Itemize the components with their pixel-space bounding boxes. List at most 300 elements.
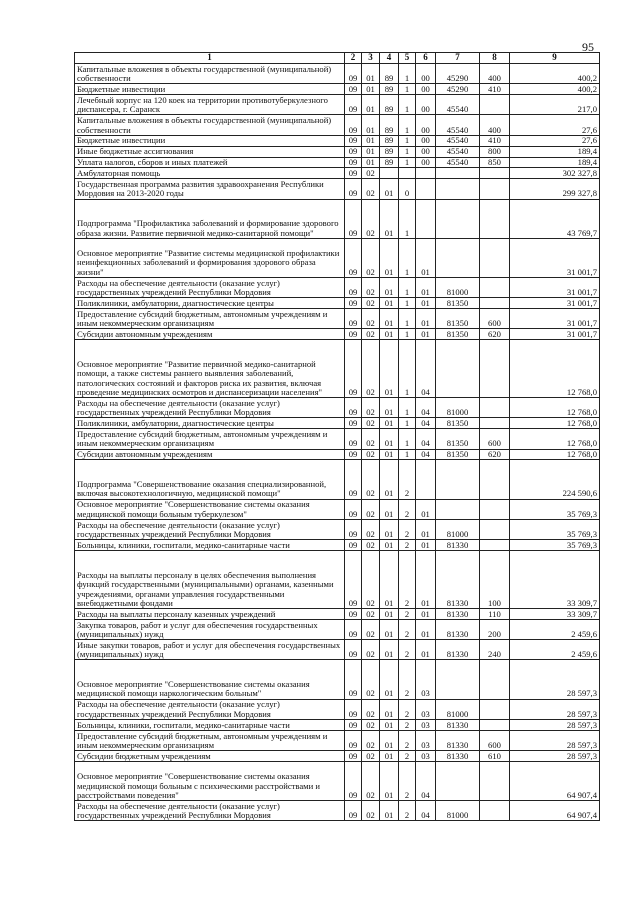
row-amount: 33 309,7 bbox=[510, 551, 600, 609]
code-direction: 81330 bbox=[436, 640, 480, 660]
row-name: Субсидии автономным учреждениям bbox=[75, 449, 345, 460]
code-subsection: 02 bbox=[362, 699, 380, 719]
row-name: Подпрограмма "Совершенствование оказания специализированной, включая высокотехнологичную, медицинской помощи" bbox=[75, 460, 345, 499]
code-program: 01 bbox=[380, 277, 399, 297]
code-subprogram: 1 bbox=[399, 64, 416, 84]
code-section: 09 bbox=[345, 800, 362, 820]
code-subsection: 02 bbox=[362, 179, 380, 199]
code-direction: 81350 bbox=[436, 298, 480, 309]
code-program: 01 bbox=[380, 329, 399, 340]
code-program: 01 bbox=[380, 460, 399, 499]
code-direction: 81330 bbox=[436, 751, 480, 762]
code-subprogram: 2 bbox=[399, 460, 416, 499]
row-name: Закупка товаров, работ и услуг для обеспечения государственных (муниципальных) нужд bbox=[75, 619, 345, 639]
table-row bbox=[75, 719, 600, 730]
code-expense-type: 610 bbox=[480, 751, 510, 762]
code-activity: 03 bbox=[416, 699, 436, 719]
table-row bbox=[75, 449, 600, 460]
code-activity: 01 bbox=[416, 608, 436, 619]
table-row bbox=[75, 329, 600, 340]
code-section: 09 bbox=[345, 398, 362, 418]
row-name: Поликлиники, амбулатории, диагностические центры bbox=[75, 418, 345, 429]
code-subprogram: 2 bbox=[399, 660, 416, 699]
row-name: Расходы на обеспечение деятельности (оказание услуг) государственных учреждений Республики Мордовия bbox=[75, 519, 345, 539]
row-amount: 27,6 bbox=[510, 115, 600, 135]
code-subsection: 01 bbox=[362, 115, 380, 135]
code-activity: 01 bbox=[416, 298, 436, 309]
code-program: 01 bbox=[380, 429, 399, 449]
code-subsection: 02 bbox=[362, 449, 380, 460]
code-direction: 81000 bbox=[436, 800, 480, 820]
code-expense-type bbox=[480, 761, 510, 800]
code-expense-type: 850 bbox=[480, 157, 510, 168]
row-amount: 35 769,3 bbox=[510, 499, 600, 519]
code-expense-type bbox=[480, 277, 510, 297]
row-name: Расходы на выплаты персоналу казенных учреждений bbox=[75, 608, 345, 619]
row-amount: 12 768,0 bbox=[510, 449, 600, 460]
code-subprogram: 1 bbox=[399, 95, 416, 115]
code-subsection: 02 bbox=[362, 168, 380, 179]
table-row bbox=[75, 398, 600, 418]
code-program: 01 bbox=[380, 608, 399, 619]
code-direction: 81330 bbox=[436, 608, 480, 619]
code-subsection: 02 bbox=[362, 429, 380, 449]
code-expense-type bbox=[480, 199, 510, 238]
code-program: 01 bbox=[380, 418, 399, 429]
row-amount: 31 001,7 bbox=[510, 238, 600, 277]
code-subprogram: 1 bbox=[399, 146, 416, 157]
header-cell: 2 bbox=[345, 53, 362, 64]
code-subsection: 02 bbox=[362, 800, 380, 820]
code-activity: 00 bbox=[416, 115, 436, 135]
code-expense-type: 620 bbox=[480, 449, 510, 460]
code-subsection: 02 bbox=[362, 761, 380, 800]
row-name: Бюджетные инвестиции bbox=[75, 84, 345, 95]
code-expense-type: 200 bbox=[480, 619, 510, 639]
code-activity: 04 bbox=[416, 449, 436, 460]
table-row bbox=[75, 418, 600, 429]
code-section: 09 bbox=[345, 449, 362, 460]
code-subsection: 02 bbox=[362, 298, 380, 309]
code-expense-type: 400 bbox=[480, 64, 510, 84]
code-subprogram: 2 bbox=[399, 619, 416, 639]
code-direction: 45290 bbox=[436, 64, 480, 84]
code-program: 01 bbox=[380, 660, 399, 699]
code-subprogram: 2 bbox=[399, 730, 416, 750]
code-activity: 04 bbox=[416, 398, 436, 418]
code-subprogram: 1 bbox=[399, 115, 416, 135]
code-section: 09 bbox=[345, 298, 362, 309]
row-name: Расходы на обеспечение деятельности (оказание услуг) государственных учреждений Республики Мордовия bbox=[75, 699, 345, 719]
code-subprogram: 2 bbox=[399, 519, 416, 539]
code-program: 01 bbox=[380, 340, 399, 398]
code-section: 09 bbox=[345, 519, 362, 539]
row-amount: 43 769,7 bbox=[510, 199, 600, 238]
code-subprogram: 2 bbox=[399, 699, 416, 719]
code-subprogram: 1 bbox=[399, 84, 416, 95]
code-activity bbox=[416, 199, 436, 238]
code-activity: 04 bbox=[416, 800, 436, 820]
code-section: 09 bbox=[345, 157, 362, 168]
code-subprogram bbox=[399, 168, 416, 179]
code-expense-type: 600 bbox=[480, 429, 510, 449]
code-direction: 81330 bbox=[436, 730, 480, 750]
code-activity: 03 bbox=[416, 719, 436, 730]
code-expense-type: 600 bbox=[480, 309, 510, 329]
row-name: Больницы, клиники, госпитали, медико-санитарные части bbox=[75, 719, 345, 730]
code-program bbox=[380, 168, 399, 179]
code-program: 01 bbox=[380, 640, 399, 660]
code-subprogram: 1 bbox=[399, 135, 416, 146]
code-subsection: 02 bbox=[362, 277, 380, 297]
code-activity: 01 bbox=[416, 540, 436, 551]
code-expense-type bbox=[480, 95, 510, 115]
code-expense-type: 410 bbox=[480, 135, 510, 146]
row-amount: 31 001,7 bbox=[510, 309, 600, 329]
code-expense-type bbox=[480, 340, 510, 398]
code-program: 01 bbox=[380, 179, 399, 199]
code-subprogram: 1 bbox=[399, 429, 416, 449]
code-direction bbox=[436, 499, 480, 519]
row-amount: 28 597,3 bbox=[510, 660, 600, 699]
row-name: Основное мероприятие "Совершенствование системы оказания медицинской помощи больным с психическими расстройствами и расстройствами поведения" bbox=[75, 761, 345, 800]
code-activity: 01 bbox=[416, 640, 436, 660]
table-row bbox=[75, 168, 600, 179]
code-direction: 81330 bbox=[436, 619, 480, 639]
code-activity: 00 bbox=[416, 95, 436, 115]
code-expense-type: 600 bbox=[480, 730, 510, 750]
code-subprogram: 2 bbox=[399, 751, 416, 762]
table-row bbox=[75, 84, 600, 95]
header-row bbox=[75, 53, 600, 64]
code-expense-type bbox=[480, 238, 510, 277]
row-name: Расходы на обеспечение деятельности (оказание услуг) государственных учреждений Республики Мордовия bbox=[75, 398, 345, 418]
code-program: 01 bbox=[380, 199, 399, 238]
code-expense-type: 800 bbox=[480, 146, 510, 157]
code-direction: 81350 bbox=[436, 429, 480, 449]
row-name: Поликлиники, амбулатории, диагностические центры bbox=[75, 298, 345, 309]
code-direction bbox=[436, 761, 480, 800]
code-activity: 00 bbox=[416, 146, 436, 157]
code-activity: 03 bbox=[416, 751, 436, 762]
row-amount: 28 597,3 bbox=[510, 719, 600, 730]
table-row bbox=[75, 135, 600, 146]
code-activity: 01 bbox=[416, 277, 436, 297]
code-section: 09 bbox=[345, 499, 362, 519]
code-expense-type: 240 bbox=[480, 640, 510, 660]
code-expense-type bbox=[480, 168, 510, 179]
code-subprogram: 2 bbox=[399, 551, 416, 609]
code-program: 01 bbox=[380, 551, 399, 609]
code-program: 01 bbox=[380, 398, 399, 418]
page-number: 95 bbox=[582, 40, 594, 54]
code-program: 01 bbox=[380, 449, 399, 460]
code-section: 09 bbox=[345, 340, 362, 398]
code-direction: 81330 bbox=[436, 551, 480, 609]
code-subsection: 02 bbox=[362, 608, 380, 619]
code-subprogram: 1 bbox=[399, 418, 416, 429]
code-activity: 04 bbox=[416, 761, 436, 800]
row-name: Амбулаторная помощь bbox=[75, 168, 345, 179]
row-amount: 28 597,3 bbox=[510, 699, 600, 719]
code-expense-type: 400 bbox=[480, 115, 510, 135]
table-row bbox=[75, 146, 600, 157]
row-name: Капитальные вложения в объекты государственной (муниципальной) собственности bbox=[75, 64, 345, 84]
code-direction: 81000 bbox=[436, 699, 480, 719]
code-section: 09 bbox=[345, 640, 362, 660]
row-amount: 33 309,7 bbox=[510, 608, 600, 619]
table-row bbox=[75, 551, 600, 609]
code-subsection: 01 bbox=[362, 95, 380, 115]
table-row bbox=[75, 298, 600, 309]
code-activity bbox=[416, 168, 436, 179]
row-amount: 400,2 bbox=[510, 64, 600, 84]
header-cell: 4 bbox=[380, 53, 399, 64]
row-amount: 12 768,0 bbox=[510, 398, 600, 418]
row-name: Предоставление субсидий бюджетным, автономным учреждениям и иным некоммерческим организациям bbox=[75, 730, 345, 750]
table-row bbox=[75, 761, 600, 800]
row-name: Основное мероприятие "Совершенствование системы оказания медицинской помощи наркологическим больным" bbox=[75, 660, 345, 699]
code-section: 09 bbox=[345, 168, 362, 179]
code-subsection: 02 bbox=[362, 398, 380, 418]
code-expense-type: 620 bbox=[480, 329, 510, 340]
code-subsection: 02 bbox=[362, 499, 380, 519]
code-program: 01 bbox=[380, 309, 399, 329]
header-cell: 7 bbox=[436, 53, 480, 64]
code-subsection: 02 bbox=[362, 540, 380, 551]
table-row bbox=[75, 660, 600, 699]
code-program: 89 bbox=[380, 157, 399, 168]
code-program: 89 bbox=[380, 64, 399, 84]
row-name: Капитальные вложения в объекты государственной (муниципальной) собственности bbox=[75, 115, 345, 135]
row-name: Предоставление субсидий бюджетным, автономным учреждениям и иным некоммерческим организациям bbox=[75, 429, 345, 449]
table-row bbox=[75, 460, 600, 499]
code-expense-type bbox=[480, 519, 510, 539]
table-row bbox=[75, 95, 600, 115]
code-subsection: 02 bbox=[362, 199, 380, 238]
code-direction: 81330 bbox=[436, 540, 480, 551]
row-amount: 400,2 bbox=[510, 84, 600, 95]
row-amount: 12 768,0 bbox=[510, 418, 600, 429]
code-subprogram: 1 bbox=[399, 398, 416, 418]
code-subsection: 02 bbox=[362, 238, 380, 277]
code-subprogram: 2 bbox=[399, 499, 416, 519]
code-subprogram: 1 bbox=[399, 340, 416, 398]
code-subsection: 02 bbox=[362, 619, 380, 639]
code-expense-type bbox=[480, 540, 510, 551]
code-section: 09 bbox=[345, 179, 362, 199]
table-row bbox=[75, 277, 600, 297]
row-amount: 27,6 bbox=[510, 135, 600, 146]
row-amount: 35 769,3 bbox=[510, 519, 600, 539]
table-row bbox=[75, 179, 600, 199]
code-section: 09 bbox=[345, 418, 362, 429]
code-program: 89 bbox=[380, 84, 399, 95]
code-direction: 45540 bbox=[436, 95, 480, 115]
code-expense-type bbox=[480, 660, 510, 699]
code-section: 09 bbox=[345, 551, 362, 609]
row-name: Предоставление субсидий бюджетным, автономным учреждениям и иным некоммерческим организациям bbox=[75, 309, 345, 329]
row-amount: 12 768,0 bbox=[510, 429, 600, 449]
code-subprogram: 1 bbox=[399, 329, 416, 340]
row-name: Основное мероприятие "Развитие первичной медико-санитарной помощи, а также системы раннего выявления заболеваний, патологических состояний и факторов риска их развития, включая проведение медицинских осмотров и диспансеризации населения" bbox=[75, 340, 345, 398]
row-amount: 189,4 bbox=[510, 146, 600, 157]
code-program: 01 bbox=[380, 519, 399, 539]
code-direction bbox=[436, 199, 480, 238]
row-name: Бюджетные инвестиции bbox=[75, 135, 345, 146]
row-name: Основное мероприятие "Совершенствование системы оказания медицинской помощи больным туберкулезом" bbox=[75, 499, 345, 519]
row-name: Субсидии бюджетным учреждениям bbox=[75, 751, 345, 762]
table-row bbox=[75, 608, 600, 619]
code-subsection: 01 bbox=[362, 157, 380, 168]
row-name: Уплата налогов, сборов и иных платежей bbox=[75, 157, 345, 168]
row-amount: 64 907,4 bbox=[510, 761, 600, 800]
code-expense-type: 100 bbox=[480, 551, 510, 609]
row-name: Основное мероприятие "Развитие системы медицинской профилактики неинфекционных заболеваний и формирования здорового образа жизни" bbox=[75, 238, 345, 277]
row-amount: 2 459,6 bbox=[510, 640, 600, 660]
row-name: Расходы на обеспечение деятельности (оказание услуг) государственных учреждений Республики Мордовия bbox=[75, 800, 345, 820]
code-direction bbox=[436, 340, 480, 398]
code-subsection: 02 bbox=[362, 418, 380, 429]
row-amount: 302 327,8 bbox=[510, 168, 600, 179]
code-activity: 00 bbox=[416, 135, 436, 146]
code-activity: 01 bbox=[416, 309, 436, 329]
code-section: 09 bbox=[345, 238, 362, 277]
code-section: 09 bbox=[345, 460, 362, 499]
code-section: 09 bbox=[345, 95, 362, 115]
code-program: 01 bbox=[380, 730, 399, 750]
code-program: 89 bbox=[380, 135, 399, 146]
table-row bbox=[75, 64, 600, 84]
row-amount: 28 597,3 bbox=[510, 751, 600, 762]
code-program: 01 bbox=[380, 761, 399, 800]
table-row bbox=[75, 519, 600, 539]
code-direction: 81350 bbox=[436, 309, 480, 329]
code-activity bbox=[416, 179, 436, 199]
code-expense-type bbox=[480, 499, 510, 519]
code-activity: 01 bbox=[416, 499, 436, 519]
code-subsection: 01 bbox=[362, 64, 380, 84]
code-subprogram: 2 bbox=[399, 761, 416, 800]
code-expense-type bbox=[480, 179, 510, 199]
code-direction: 81000 bbox=[436, 519, 480, 539]
code-activity: 01 bbox=[416, 619, 436, 639]
header-cell: 6 bbox=[416, 53, 436, 64]
code-program: 01 bbox=[380, 699, 399, 719]
row-amount: 64 907,4 bbox=[510, 800, 600, 820]
code-section: 09 bbox=[345, 146, 362, 157]
code-program: 89 bbox=[380, 115, 399, 135]
table-row bbox=[75, 751, 600, 762]
code-subprogram: 1 bbox=[399, 157, 416, 168]
code-direction: 45540 bbox=[436, 115, 480, 135]
code-direction: 45290 bbox=[436, 84, 480, 95]
row-name: Субсидии автономным учреждениям bbox=[75, 329, 345, 340]
row-amount: 299 327,8 bbox=[510, 179, 600, 199]
code-section: 09 bbox=[345, 699, 362, 719]
row-amount: 31 001,7 bbox=[510, 329, 600, 340]
row-amount: 217,0 bbox=[510, 95, 600, 115]
code-direction bbox=[436, 168, 480, 179]
code-section: 09 bbox=[345, 719, 362, 730]
table-row bbox=[75, 800, 600, 820]
code-subsection: 02 bbox=[362, 519, 380, 539]
code-section: 09 bbox=[345, 64, 362, 84]
code-activity: 01 bbox=[416, 551, 436, 609]
code-section: 09 bbox=[345, 608, 362, 619]
row-amount: 31 001,7 bbox=[510, 277, 600, 297]
table-row bbox=[75, 309, 600, 329]
table-row bbox=[75, 540, 600, 551]
row-amount: 224 590,6 bbox=[510, 460, 600, 499]
row-name: Иные закупки товаров, работ и услуг для обеспечения государственных (муниципальных) нужд bbox=[75, 640, 345, 660]
code-activity: 04 bbox=[416, 418, 436, 429]
code-direction bbox=[436, 238, 480, 277]
row-name: Лечебный корпус на 120 коек на территории противотуберкулезного диспансера, г. Саранск bbox=[75, 95, 345, 115]
code-subprogram: 0 bbox=[399, 179, 416, 199]
code-section: 09 bbox=[345, 730, 362, 750]
code-subsection: 02 bbox=[362, 660, 380, 699]
code-program: 01 bbox=[380, 719, 399, 730]
code-direction: 45540 bbox=[436, 146, 480, 157]
code-subprogram: 1 bbox=[399, 309, 416, 329]
code-subsection: 02 bbox=[362, 719, 380, 730]
code-expense-type: 110 bbox=[480, 608, 510, 619]
code-activity: 03 bbox=[416, 660, 436, 699]
row-name: Иные бюджетные ассигнования bbox=[75, 146, 345, 157]
code-subprogram: 1 bbox=[399, 449, 416, 460]
code-expense-type bbox=[480, 298, 510, 309]
code-direction: 81350 bbox=[436, 418, 480, 429]
code-expense-type bbox=[480, 719, 510, 730]
code-program: 01 bbox=[380, 751, 399, 762]
code-activity: 00 bbox=[416, 64, 436, 84]
code-section: 09 bbox=[345, 309, 362, 329]
code-section: 09 bbox=[345, 115, 362, 135]
row-name: Расходы на выплаты персоналу в целях обеспечения выполнения функций государственными (муниципальными) органами, казенными учреждениями, органами управления государственными внебюджетными фондами bbox=[75, 551, 345, 609]
row-amount: 35 769,3 bbox=[510, 540, 600, 551]
code-subsection: 02 bbox=[362, 309, 380, 329]
table-row bbox=[75, 340, 600, 398]
code-expense-type: 410 bbox=[480, 84, 510, 95]
code-direction: 81000 bbox=[436, 398, 480, 418]
table-row bbox=[75, 640, 600, 660]
code-expense-type bbox=[480, 699, 510, 719]
code-activity: 03 bbox=[416, 730, 436, 750]
code-section: 09 bbox=[345, 761, 362, 800]
code-direction: 81000 bbox=[436, 277, 480, 297]
row-name: Подпрограмма "Профилактика заболеваний и формирование здорового образа жизни. Развитие первичной медико-санитарной помощи" bbox=[75, 199, 345, 238]
table-row bbox=[75, 429, 600, 449]
code-program: 01 bbox=[380, 540, 399, 551]
code-subsection: 02 bbox=[362, 640, 380, 660]
code-subprogram: 1 bbox=[399, 298, 416, 309]
code-activity: 00 bbox=[416, 157, 436, 168]
code-section: 09 bbox=[345, 429, 362, 449]
code-expense-type bbox=[480, 398, 510, 418]
code-section: 09 bbox=[345, 277, 362, 297]
code-activity: 04 bbox=[416, 429, 436, 449]
code-subsection: 02 bbox=[362, 340, 380, 398]
code-activity: 01 bbox=[416, 329, 436, 340]
header-cell: 1 bbox=[75, 53, 345, 64]
table-row bbox=[75, 730, 600, 750]
table-row bbox=[75, 619, 600, 639]
code-subsection: 01 bbox=[362, 84, 380, 95]
code-activity: 01 bbox=[416, 238, 436, 277]
code-section: 09 bbox=[345, 751, 362, 762]
code-section: 09 bbox=[345, 660, 362, 699]
